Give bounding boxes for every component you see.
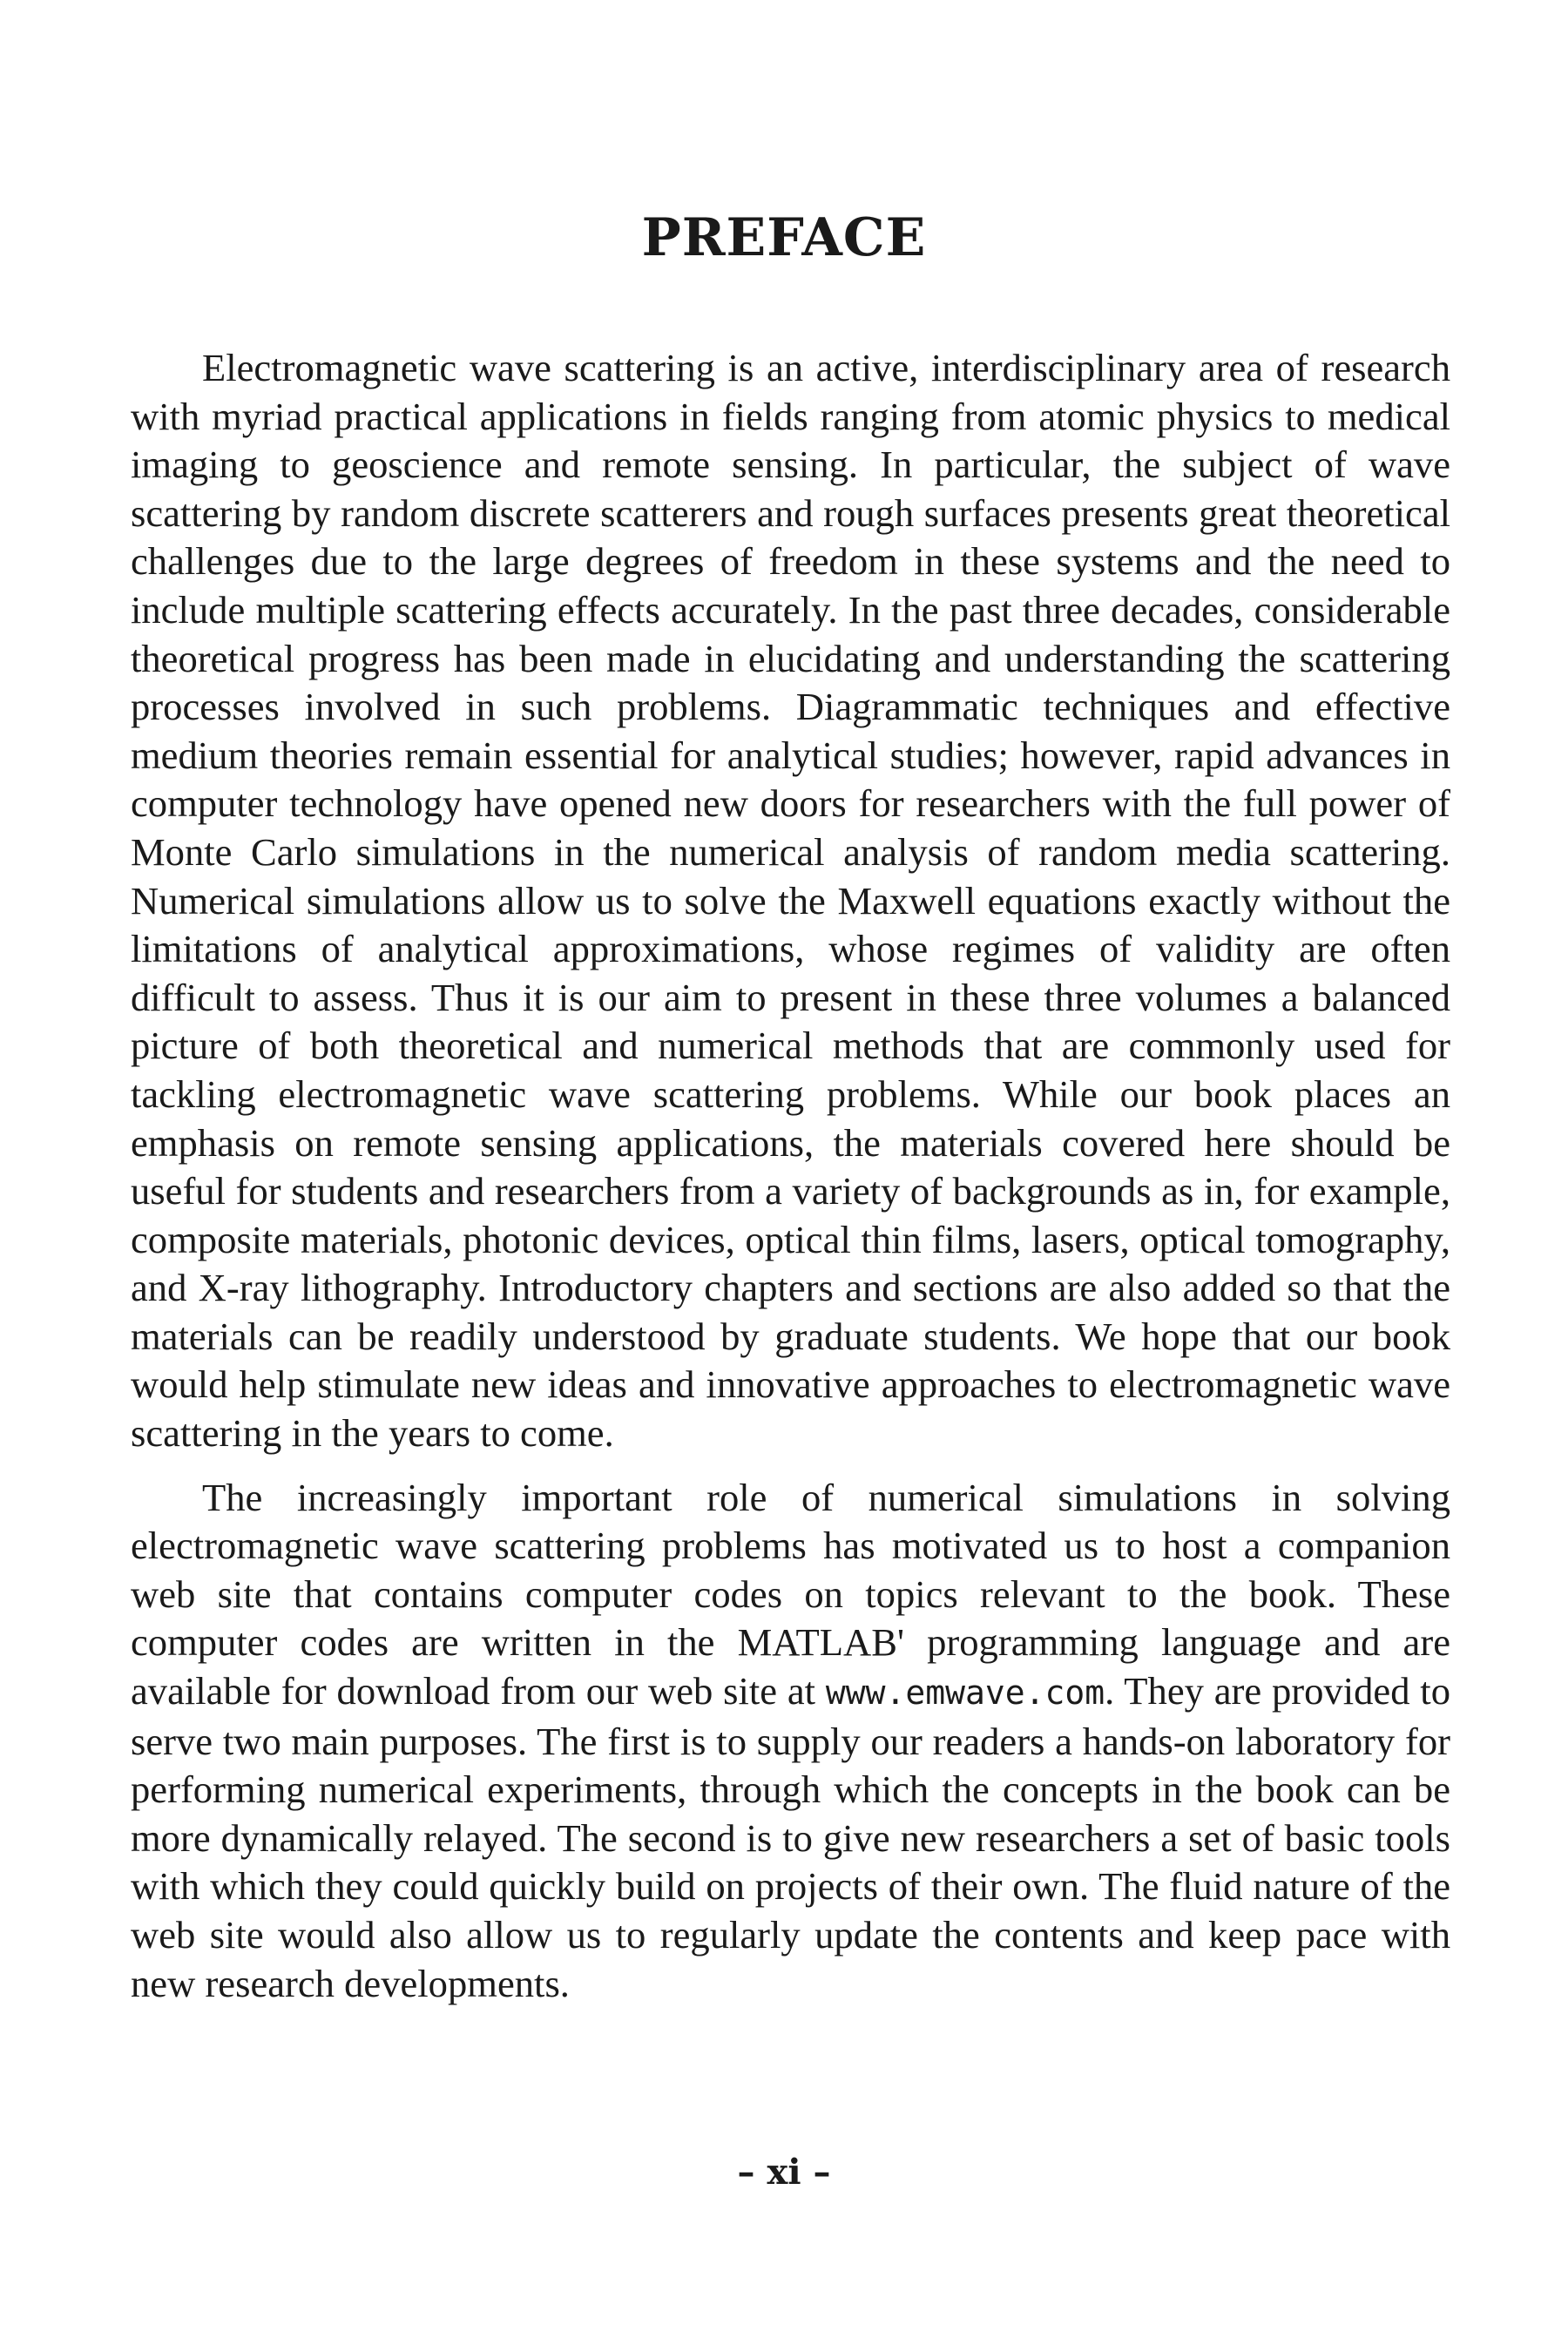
paragraph-2-text-after-url: . They are provided to serve two main purposes. The first is to supply our readers a hands-on laboratory for performing numerical experiments, through which the concepts in the book can be more dynamically relayed. The second is to give new researchers a set of basic tools with which they could quickly build on projects of their own. The fluid nature of the web site would also allow us to regularly update the contents and keep pace with new research developments.: [131, 1669, 1450, 2005]
page-title: PREFACE: [641, 207, 927, 268]
paragraph-2-text-before-url: The increasingly important role of numerical simulations in solving electromagnetic wave scattering problems has motivated us to host a companion web site that contains computer codes on topics relevant to the book. These computer codes are written in the MATLAB' programming language and are available for download from our web site at: [131, 1475, 1450, 1713]
paragraph-2: [131, 1474, 1450, 2009]
page-number: – xi –: [737, 2152, 831, 2193]
paragraph-1: Electromagnetic wave scattering is an active, interdisciplinary area of research with myriad practical applications in fields ranging from atomic physics to medical imaging to geoscience and remote sensing. In particular, the subject of wave scattering by random discrete scatterers and rough surfaces presents great theoretical challenges due to the large degrees of freedom in these systems and the need to include multiple scattering effects accurately. In the past three decades, considerable theoretical progress has been made in elucidating and understanding the scattering processes involved in such problems. Diagrammatic techniques and effective medium theories remain essential for analytical studies; however, rapid advances in computer technology have opened new doors for researchers with the full power of Monte Carlo simulations in the numerical analysis of random media scattering. Numerical simulations allow us to solve the Maxwell equations exactly without the limitations of analytical approximations, whose regimes of validity are often difficult to assess. Thus it is our aim to present in these three volumes a balanced picture of both theoretical and numerical methods that are commonly used for tackling electromagnetic wave scattering problems. While our book places an emphasis on remote sensing applications, the materials covered here should be useful for students and researchers from a variety of backgrounds as in, for example, composite materials, photonic devices, optical thin films, lasers, optical tomography, and X-ray lithography. Introductory chapters and sections are also added so that the materials can be readily understood by graduate students. We hope that our book would help stimulate new ideas and innovative approaches to electromagnetic wave scattering in the years to come.: [131, 346, 1450, 1456]
website-url: www.emwave.com: [825, 1673, 1105, 1713]
preface-body: [131, 344, 1450, 2156]
